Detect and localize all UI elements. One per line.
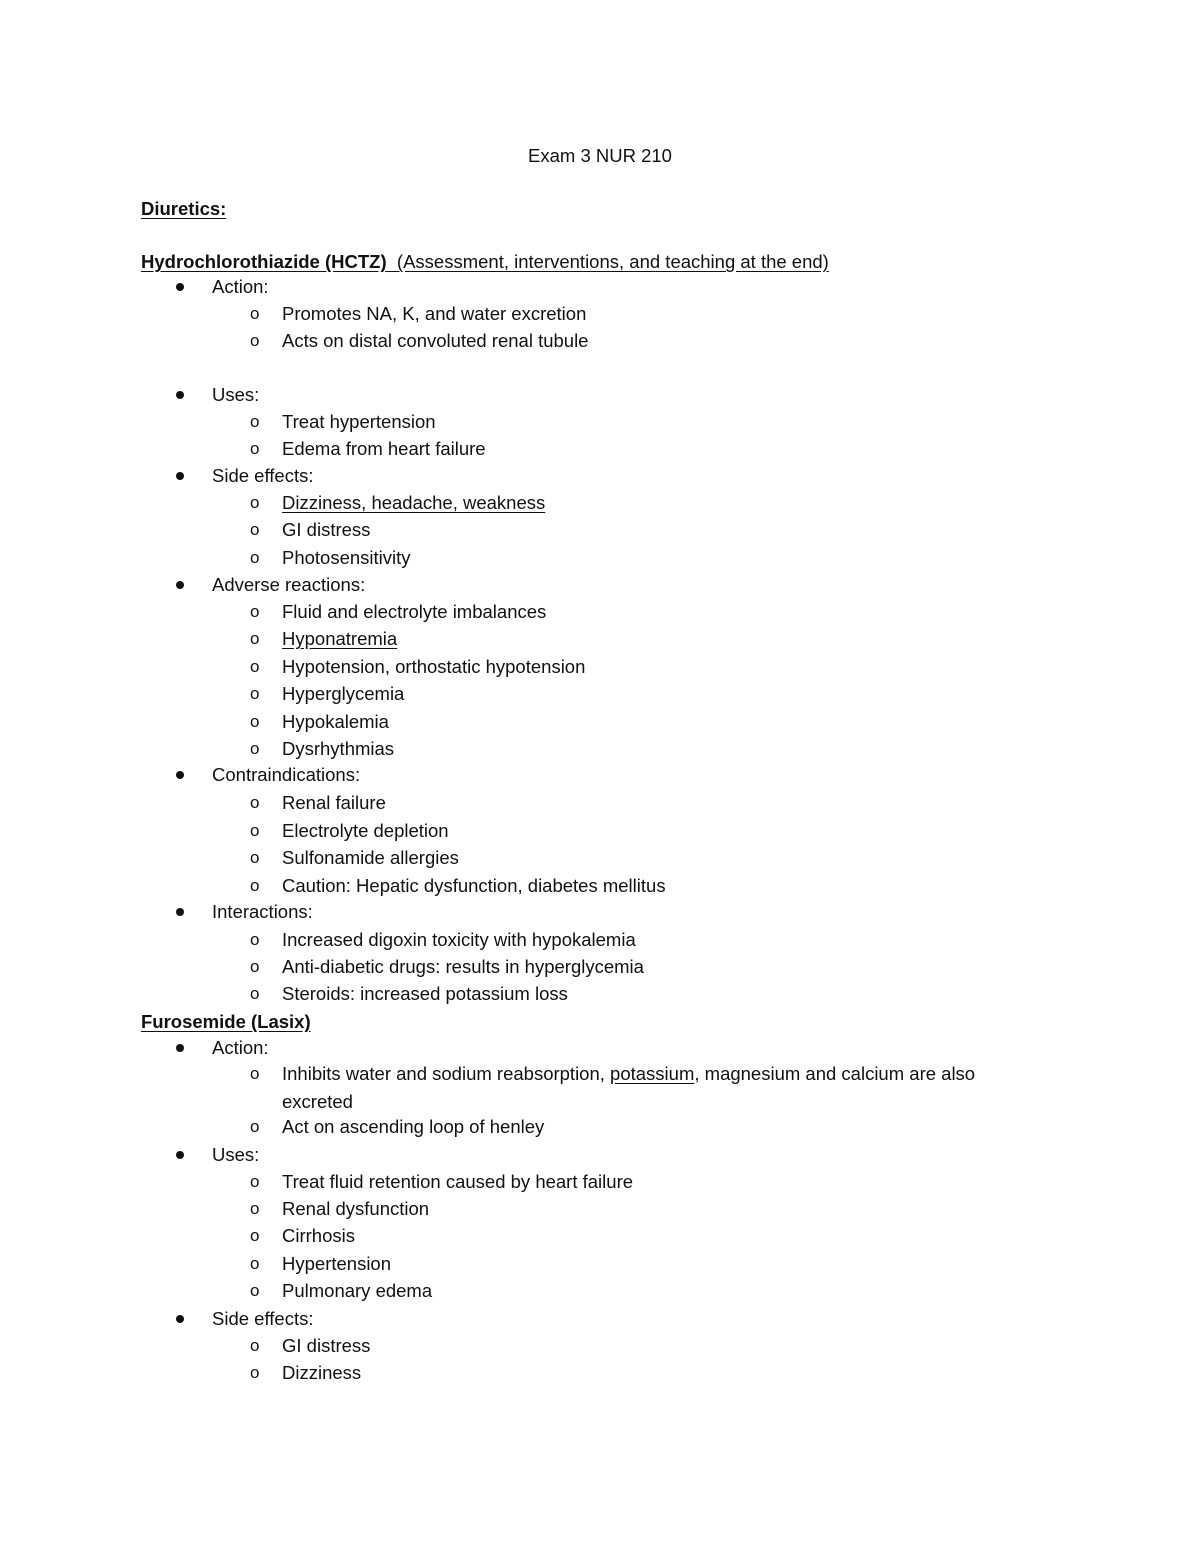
list-subitem-continuation: excreted bbox=[282, 1091, 353, 1112]
circle-marker-icon: o bbox=[250, 712, 260, 731]
circle-marker-icon: o bbox=[250, 412, 260, 431]
list-subitem: Renal dysfunction bbox=[282, 1198, 430, 1219]
bullet-icon bbox=[176, 908, 184, 916]
circle-marker-icon: o bbox=[250, 1199, 260, 1218]
list-item-label: Adverse reactions: bbox=[212, 574, 366, 595]
section-heading-diuretics: Diuretics: bbox=[141, 198, 227, 219]
list-item-label: Side effects: bbox=[212, 465, 314, 486]
bullet-icon bbox=[176, 283, 184, 291]
circle-marker-icon: o bbox=[250, 602, 260, 621]
text-run: Inhibits water and sodium reabsorption, bbox=[282, 1063, 611, 1084]
list-item-label: Side effects: bbox=[212, 1308, 314, 1329]
list-subitem: Hypokalemia bbox=[282, 711, 389, 732]
bullet-icon bbox=[176, 1044, 184, 1052]
list-subitem: Increased digoxin toxicity with hypokalemia bbox=[282, 929, 636, 950]
list-subitem: Cirrhosis bbox=[282, 1225, 355, 1246]
list-subitem: Fluid and electrolyte imbalances bbox=[282, 601, 547, 622]
circle-marker-icon: o bbox=[250, 439, 260, 458]
circle-marker-icon: o bbox=[250, 1226, 260, 1245]
circle-marker-icon: o bbox=[250, 957, 260, 976]
circle-marker-icon: o bbox=[250, 1363, 260, 1382]
circle-marker-icon: o bbox=[250, 984, 260, 1003]
list-subitem: Hyponatremia bbox=[282, 628, 398, 649]
list-subitem: Pulmonary edema bbox=[282, 1280, 433, 1301]
circle-marker-icon: o bbox=[250, 876, 260, 895]
circle-marker-icon: o bbox=[250, 1254, 260, 1273]
list-item-label: Action: bbox=[212, 1037, 269, 1058]
list-subitem: Steroids: increased potassium loss bbox=[282, 983, 568, 1004]
bullet-icon bbox=[176, 1315, 184, 1323]
text-run: , magnesium and calcium are also bbox=[694, 1063, 976, 1084]
circle-marker-icon: o bbox=[250, 1172, 260, 1191]
list-subitem: Hypotension, orthostatic hypotension bbox=[282, 656, 586, 677]
circle-marker-icon: o bbox=[250, 1336, 260, 1355]
list-subitem bbox=[282, 1062, 975, 1086]
circle-marker-icon: o bbox=[250, 1064, 260, 1083]
circle-marker-icon: o bbox=[250, 739, 260, 758]
circle-marker-icon: o bbox=[250, 629, 260, 648]
list-subitem: Treat fluid retention caused by heart failure bbox=[282, 1171, 634, 1192]
list-subitem: Renal failure bbox=[282, 792, 386, 813]
bullet-icon bbox=[176, 581, 184, 589]
circle-marker-icon: o bbox=[250, 331, 260, 350]
circle-marker-icon: o bbox=[250, 930, 260, 949]
list-subitem: Hyperglycemia bbox=[282, 683, 405, 704]
list-subitem: Edema from heart failure bbox=[282, 438, 486, 459]
circle-marker-icon: o bbox=[250, 821, 260, 840]
underlined-term: potassium bbox=[610, 1063, 695, 1084]
list-item-label: Uses: bbox=[212, 1144, 260, 1165]
drug-name-hctz: Hydrochlorothiazide (HCTZ) bbox=[141, 251, 387, 272]
list-subitem: Treat hypertension bbox=[282, 411, 436, 432]
list-subitem: Hypertension bbox=[282, 1253, 392, 1274]
circle-marker-icon: o bbox=[250, 1281, 260, 1300]
list-subitem: Dysrhythmias bbox=[282, 738, 395, 759]
drug-heading-furosemide: Furosemide (Lasix) bbox=[141, 1011, 311, 1032]
list-subitem: Dizziness bbox=[282, 1362, 362, 1383]
circle-marker-icon: o bbox=[250, 520, 260, 539]
drug-note-hctz: (Assessment, interventions, and teaching at the end) bbox=[396, 251, 829, 272]
bullet-icon bbox=[176, 1151, 184, 1159]
list-subitem: Anti-diabetic drugs: results in hyperglycemia bbox=[282, 956, 644, 977]
list-subitem: Dizziness, headache, weakness bbox=[282, 492, 546, 513]
circle-marker-icon: o bbox=[250, 548, 260, 567]
list-item-label: Interactions: bbox=[212, 901, 313, 922]
circle-marker-icon: o bbox=[250, 1117, 260, 1136]
list-subitem: Photosensitivity bbox=[282, 547, 411, 568]
circle-marker-icon: o bbox=[250, 304, 260, 323]
circle-marker-icon: o bbox=[250, 657, 260, 676]
list-item-label: Action: bbox=[212, 276, 269, 297]
bullet-icon bbox=[176, 391, 184, 399]
list-subitem: GI distress bbox=[282, 519, 371, 540]
list-item-label: Uses: bbox=[212, 384, 260, 405]
document-title: Exam 3 NUR 210 bbox=[528, 145, 672, 166]
list-subitem: Promotes NA, K, and water excretion bbox=[282, 303, 587, 324]
list-subitem: Caution: Hepatic dysfunction, diabetes mellitus bbox=[282, 875, 666, 896]
circle-marker-icon: o bbox=[250, 493, 260, 512]
list-subitem: Acts on distal convoluted renal tubule bbox=[282, 330, 589, 351]
circle-marker-icon: o bbox=[250, 793, 260, 812]
drug-heading-hctz bbox=[141, 250, 829, 274]
bullet-icon bbox=[176, 472, 184, 480]
circle-marker-icon: o bbox=[250, 684, 260, 703]
list-subitem: Sulfonamide allergies bbox=[282, 847, 459, 868]
list-subitem: Act on ascending loop of henley bbox=[282, 1116, 545, 1137]
circle-marker-icon: o bbox=[250, 848, 260, 867]
list-subitem: Electrolyte depletion bbox=[282, 820, 449, 841]
list-subitem: GI distress bbox=[282, 1335, 371, 1356]
bullet-icon bbox=[176, 771, 184, 779]
list-item-label: Contraindications: bbox=[212, 764, 361, 785]
